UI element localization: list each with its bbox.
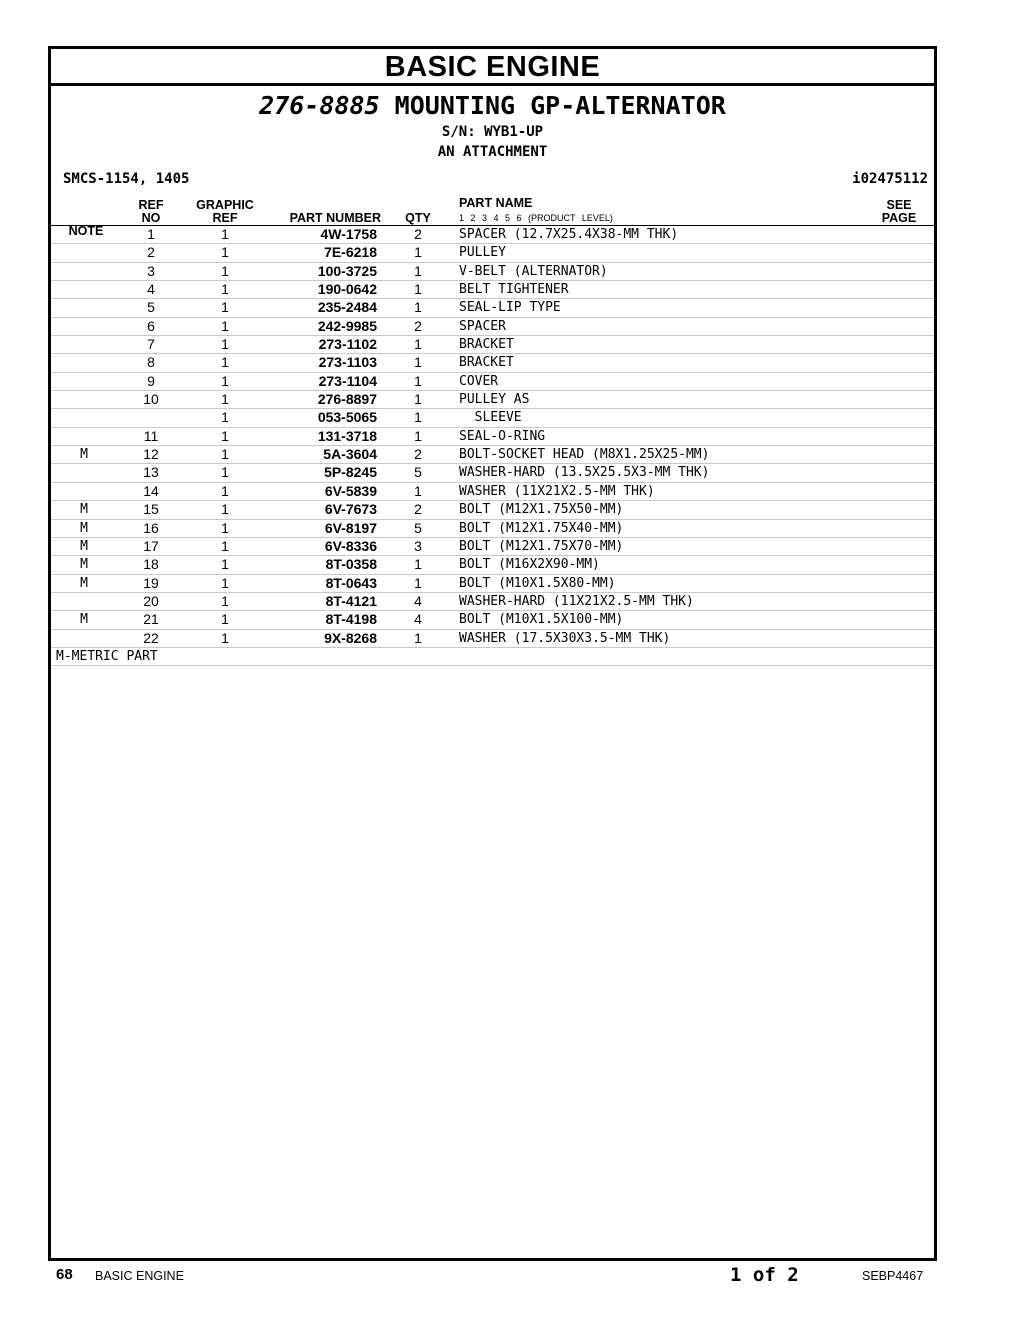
ref-no-cell: 16 (143, 519, 159, 536)
table-row (51, 226, 934, 244)
part-number-cell[interactable]: 7E-6218 (324, 244, 377, 261)
table-row (51, 501, 934, 519)
graphic-ref-cell: 1 (221, 482, 229, 499)
table-row (51, 630, 934, 648)
qty-cell: 2 (414, 501, 422, 518)
part-name-cell: SPACER (459, 318, 506, 334)
table-row (51, 409, 934, 427)
graphic-ref-cell: 1 (221, 409, 229, 426)
graphic-ref-cell: 1 (221, 574, 229, 591)
part-name-cell: SLEEVE (459, 410, 522, 426)
part-number-cell[interactable]: 9X-8268 (324, 629, 377, 646)
header-part-number: PART NUMBER (289, 211, 381, 225)
part-number-cell[interactable]: 8T-0643 (325, 574, 377, 591)
part-name-cell: WASHER-HARD (13.5X25.5X3-MM THK) (459, 465, 710, 481)
ref-no-cell: 3 (147, 262, 155, 279)
part-name-cell: WASHER-HARD (11X21X2.5-MM THK) (459, 593, 694, 609)
table-row (51, 538, 934, 556)
part-name-cell: WASHER (11X21X2.5-MM THK) (459, 483, 655, 499)
part-name-cell: COVER (459, 373, 499, 389)
qty-cell: 4 (414, 592, 422, 609)
footnote-row (51, 648, 934, 666)
table-row (51, 428, 934, 446)
note-cell: M (80, 557, 88, 573)
part-number-cell[interactable]: 8T-4198 (325, 611, 377, 628)
table-row (51, 263, 934, 281)
part-number-cell[interactable]: 131-3718 (317, 427, 377, 444)
part-name-cell: BOLT (M12X1.75X70-MM) (459, 538, 624, 554)
graphic-ref-cell: 1 (221, 226, 229, 242)
part-number-cell[interactable]: 273-1103 (318, 354, 377, 371)
part-number-cell[interactable]: 053-5065 (317, 409, 377, 426)
part-name-cell: BOLT (M10X1.5X100-MM) (459, 612, 624, 628)
qty-cell: 1 (414, 354, 422, 371)
table-row (51, 299, 934, 317)
note-cell: M (80, 612, 88, 628)
qty-cell: 4 (414, 611, 422, 628)
ref-no-cell: 17 (143, 537, 159, 554)
graphic-ref-cell: 1 (221, 611, 229, 628)
table-row (51, 446, 934, 464)
ref-no-cell: 8 (147, 354, 155, 371)
qty-cell: 1 (414, 482, 422, 499)
table-row (51, 593, 934, 611)
table-row (51, 354, 934, 372)
ref-no-cell: 10 (143, 391, 159, 408)
part-number-cell[interactable]: 8T-4121 (325, 592, 377, 609)
graphic-ref-cell: 1 (221, 281, 229, 298)
part-number-cell[interactable]: 5P-8245 (324, 464, 377, 481)
table-row (51, 520, 934, 538)
qty-cell: 2 (414, 226, 422, 242)
part-number-cell[interactable]: 242-9985 (317, 317, 377, 334)
qty-cell: 1 (414, 629, 422, 646)
note-cell: M (80, 520, 88, 536)
graphic-ref-cell: 1 (221, 446, 229, 463)
illustration-id: i02475112 (852, 171, 928, 187)
part-number-cell[interactable]: 4W-1758 (320, 226, 377, 242)
table-row (51, 318, 934, 336)
ref-no-cell: 7 (147, 336, 155, 353)
ref-no-cell: 2 (147, 244, 155, 261)
graphic-ref-cell: 1 (221, 592, 229, 609)
part-name-cell: PULLEY (459, 245, 506, 261)
graphic-ref-cell: 1 (221, 427, 229, 444)
qty-cell: 1 (414, 372, 422, 389)
smcs-codes: SMCS-1154, 1405 (63, 171, 190, 187)
qty-cell: 1 (414, 556, 422, 573)
qty-cell: 2 (414, 317, 422, 334)
part-name-cell: WASHER (17.5X30X3.5-MM THK) (459, 630, 671, 646)
note-cell: M (80, 447, 88, 463)
graphic-ref-cell: 1 (221, 336, 229, 353)
graphic-ref-cell: 1 (221, 629, 229, 646)
ref-no-cell: 20 (143, 592, 159, 609)
graphic-ref-cell: 1 (221, 262, 229, 279)
qty-cell: 1 (414, 336, 422, 353)
graphic-ref-cell: 1 (221, 464, 229, 481)
footer-page-number: 68 (56, 1266, 73, 1283)
header-part-name: PART NAME (459, 196, 533, 210)
part-name-cell: BELT TIGHTENER (459, 282, 569, 298)
header-product-levels: 1 2 3 4 5 6 (PRODUCT LEVEL) (459, 213, 613, 223)
part-name-cell: V-BELT (ALTERNATOR) (459, 263, 608, 279)
qty-cell: 1 (414, 409, 422, 426)
part-name-cell: SEAL-O-RING (459, 428, 546, 444)
group-type: AN ATTACHMENT (437, 144, 548, 160)
footnote-text: M-METRIC PART (56, 648, 158, 664)
group-name: MOUNTING GP-ALTERNATOR (394, 91, 726, 120)
part-number-cell[interactable]: 6V-8336 (324, 537, 377, 554)
part-number-cell[interactable]: 6V-7673 (324, 501, 377, 518)
graphic-ref-cell: 1 (221, 354, 229, 371)
parts-table-body (51, 226, 934, 666)
ref-no-cell: 4 (147, 281, 155, 298)
part-name-cell: BOLT (M12X1.75X40-MM) (459, 520, 624, 536)
table-row (51, 391, 934, 409)
qty-cell: 1 (414, 262, 422, 279)
graphic-ref-cell: 1 (221, 317, 229, 334)
graphic-ref-cell: 1 (221, 519, 229, 536)
graphic-ref-cell: 1 (221, 537, 229, 554)
qty-cell: 1 (414, 244, 422, 261)
part-name-cell: PULLEY AS (459, 392, 530, 408)
part-name-cell: BOLT-SOCKET HEAD (M8X1.25X25-MM) (459, 447, 710, 463)
part-name-cell: BOLT (M12X1.75X50-MM) (459, 502, 624, 518)
ref-no-cell: 13 (143, 464, 159, 481)
ref-no-cell: 9 (147, 372, 155, 389)
section-title: BASIC ENGINE (51, 49, 934, 86)
ref-no-cell: 11 (143, 427, 159, 444)
qty-cell: 5 (414, 464, 422, 481)
header-note: NOTE (68, 224, 104, 238)
table-row (51, 483, 934, 501)
graphic-ref-cell: 1 (221, 556, 229, 573)
qty-cell: 5 (414, 519, 422, 536)
group-title (51, 91, 934, 121)
graphic-ref-cell: 1 (221, 372, 229, 389)
ref-no-cell: 21 (143, 611, 159, 628)
serial-number-range: S/N: WYB1-UP (441, 124, 544, 140)
footer-page-of: 1 of 2 (730, 1264, 799, 1286)
part-number-cell[interactable]: 273-1104 (318, 372, 377, 389)
part-number-cell[interactable]: 6V-8197 (324, 519, 377, 536)
ref-no-cell: 19 (143, 574, 159, 591)
qty-cell: 1 (414, 299, 422, 316)
ref-no-cell: 18 (143, 556, 159, 573)
table-row (51, 611, 934, 629)
header-qty: QTY (405, 211, 431, 225)
table-row (51, 464, 934, 482)
qty-cell: 1 (414, 427, 422, 444)
graphic-ref-cell: 1 (221, 244, 229, 261)
table-row (51, 336, 934, 354)
ref-no-cell: 14 (143, 482, 159, 499)
graphic-ref-cell: 1 (221, 501, 229, 518)
part-name-cell: BRACKET (459, 337, 514, 353)
part-number-cell[interactable]: 273-1102 (318, 336, 377, 353)
ref-no-cell: 1 (147, 226, 155, 242)
table-row (51, 373, 934, 391)
ref-no-cell: 22 (143, 629, 159, 646)
part-name-cell: BOLT (M10X1.5X80-MM) (459, 575, 616, 591)
part-name-cell: BOLT (M16X2X90-MM) (459, 557, 600, 573)
part-name-cell: SEAL-LIP TYPE (459, 300, 561, 316)
note-cell: M (80, 502, 88, 518)
ref-no-cell: 12 (143, 446, 159, 463)
table-row (51, 244, 934, 262)
header-graphic-ref: GRAPHIC REF (196, 198, 254, 225)
graphic-ref-cell: 1 (221, 391, 229, 408)
part-number-cell[interactable]: 100-3725 (317, 262, 377, 279)
qty-cell: 1 (414, 281, 422, 298)
part-number-cell[interactable]: 190-0642 (317, 281, 377, 298)
table-row (51, 556, 934, 574)
qty-cell: 1 (414, 391, 422, 408)
footer-document-number: SEBP4467 (862, 1269, 924, 1283)
ref-no-cell: 6 (147, 317, 155, 334)
part-number-cell[interactable]: 235-2484 (317, 299, 377, 316)
part-name-cell: SPACER (12.7X25.4X38-MM THK) (459, 227, 679, 242)
ref-no-cell: 15 (143, 501, 159, 518)
qty-cell: 1 (414, 574, 422, 591)
table-row (51, 575, 934, 593)
note-cell: M (80, 575, 88, 591)
parts-page-frame (48, 46, 937, 1261)
qty-cell: 2 (414, 446, 422, 463)
group-part-number[interactable]: 276-8885 (259, 91, 380, 120)
part-number-cell[interactable]: 8T-0358 (325, 556, 377, 573)
qty-cell: 3 (414, 537, 422, 554)
part-name-cell: BRACKET (459, 355, 514, 371)
header-see-page: SEE PAGE (881, 198, 917, 225)
part-number-cell[interactable]: 276-8897 (317, 391, 377, 408)
footer-section-name: BASIC ENGINE (95, 1269, 184, 1283)
part-number-cell[interactable]: 5A-3604 (323, 446, 377, 463)
graphic-ref-cell: 1 (221, 299, 229, 316)
note-cell: M (80, 538, 88, 554)
ref-no-cell: 5 (147, 299, 155, 316)
part-number-cell[interactable]: 6V-5839 (324, 482, 377, 499)
table-row (51, 281, 934, 299)
header-ref-no: REF NO (138, 198, 164, 225)
